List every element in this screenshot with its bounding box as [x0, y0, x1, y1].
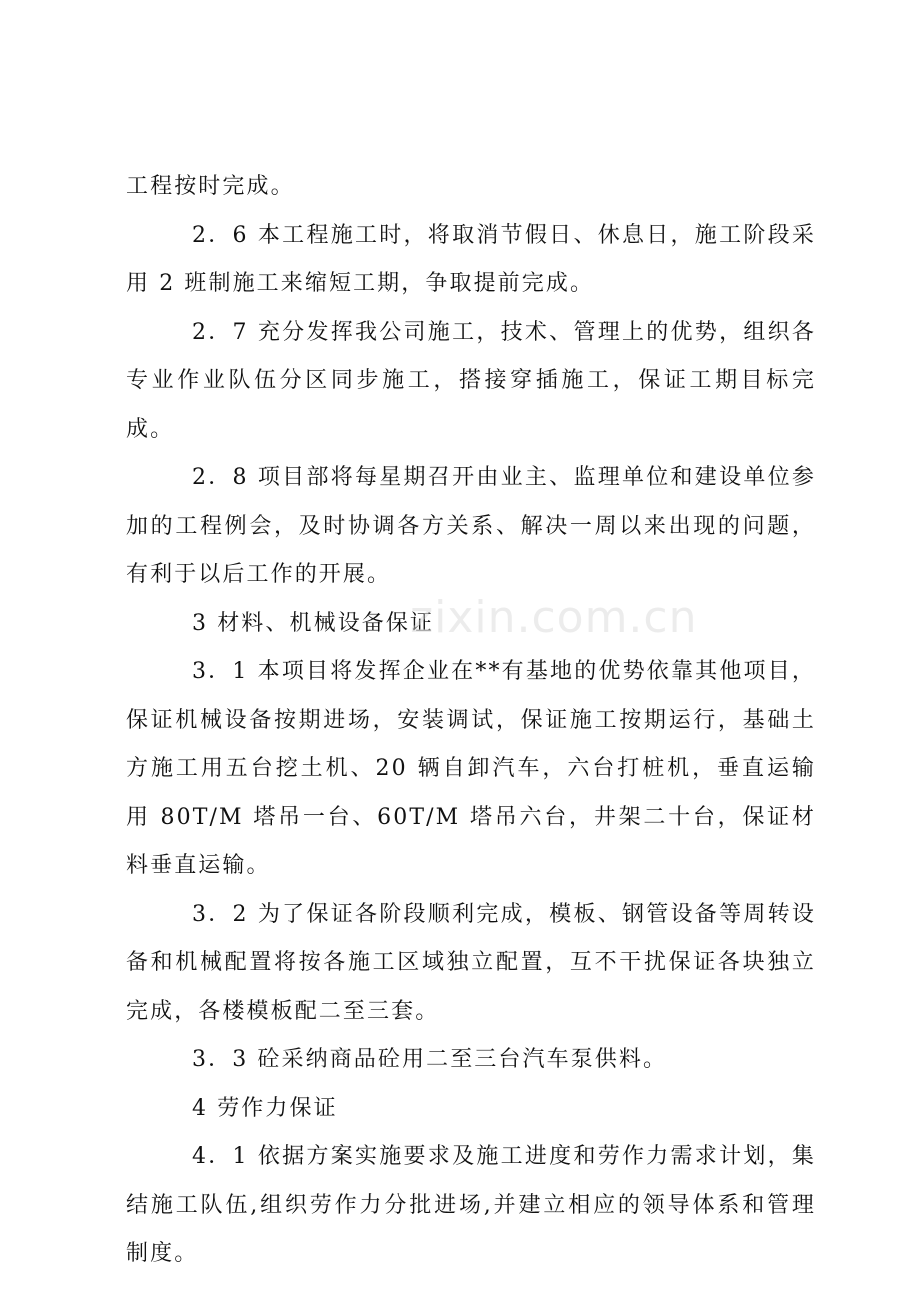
section-heading-3: 3 材料、机械设备保证: [192, 610, 435, 636]
paragraph-4-1: 4．1 依据方案实施要求及施工进度和劳作力需求计划，集结施工队伍,组织劳作力分批进场,并建立相应的领导体系和管理制度。: [126, 1144, 816, 1266]
document-body: [126, 163, 816, 1279]
paragraph-3-2: 3．2 为了保证各阶段顺利完成，模板、钢管设备等周转设备和机械配置将按各施工区域独立配置，互不干扰保证各块独立完成，各楼模板配二至三套。: [126, 901, 816, 1024]
paragraph-3-3: 3．3 砼采纳商品砼用二至三台汽车泵供料。: [192, 1047, 668, 1072]
watermark-text: zixin.com.cn: [410, 592, 698, 643]
paragraph-3-1: 3．1 本项目将发挥企业在**有基地的优势依靠其他项目，保证机械设备按期进场，安装调试，保证施工按期运行，基础土方施工用五台挖土机、20 辆自卸汽车，六台打桩机，垂直运输用 80T/M 塔吊一台、60T/M 塔吊六台，井架二十台，保证材料垂直运输。: [126, 659, 816, 878]
section-heading-4: 4 劳作力保证: [192, 1095, 338, 1121]
paragraph-2-6: 2．6 本工程施工时，将取消节假日、休息日，施工阶段采用 2 班制施工来缩短工期，争取提前完成。: [126, 222, 816, 296]
paragraph-2-8: 2．8 项目部将每星期召开由业主、监理单位和建设单位参加的工程例会，及时协调各方关系、解决一周以来出现的问题，有利于以后工作的开展。: [126, 465, 816, 587]
paragraph-2-7: 2．7 充分发挥我公司施工，技术、管理上的优势，组织各专业作业队伍分区同步施工，搭接穿插施工，保证工期目标完成。: [126, 319, 816, 442]
paragraph-continuation: 工程按时完成。: [126, 174, 295, 199]
